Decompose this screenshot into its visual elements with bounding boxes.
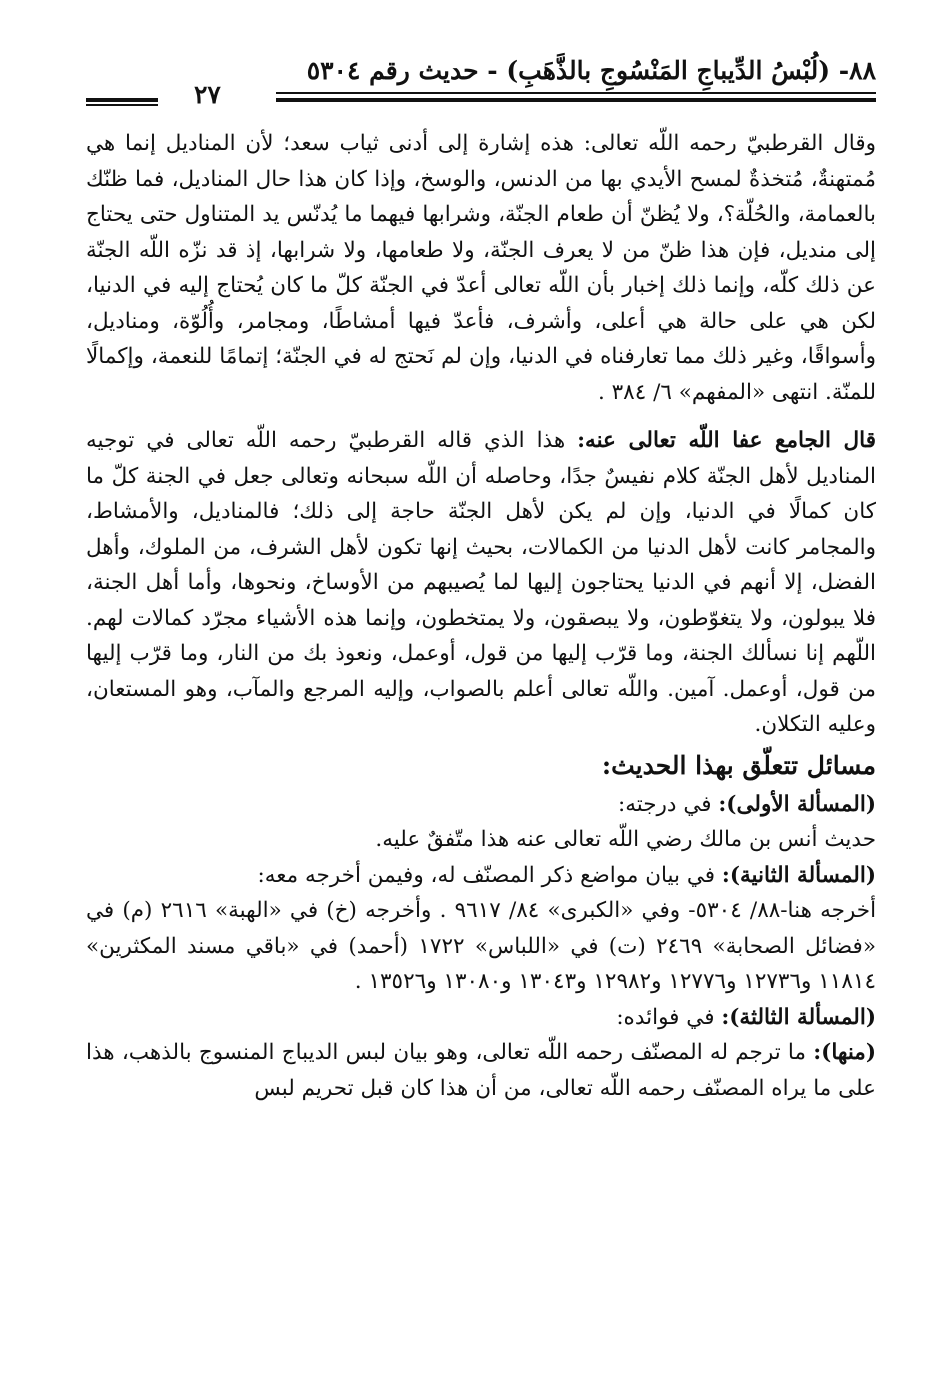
page-header	[86, 52, 876, 112]
issue-third-title: في فوائده:	[616, 1004, 715, 1030]
issue-third-text-paragraph	[86, 1035, 876, 1106]
issue-second-text: أخرجه هنا-٨٨/ ٥٣٠٤- وفي «الكبرى» ٨٤/ ٩٦١٧ . وأخرجه (خ) في «الهبة» ٢٦١٦ (م) في «فضائل الصحابة» ٢٤٦٩ (ت) في «اللباس» ١٧٢٢ (أحمد) في «باقي مسند المكثرين» ١١٨١٤ و١٢٧٣٦ و١٢٧٧٦ و١٢٩٨٢ و١٣٠٤٣ و١٣٠٨٠ و١٣٥٢٦ .	[86, 898, 877, 994]
issue-first-header	[86, 787, 876, 823]
header-rule-top	[276, 92, 876, 94]
issue-second-header	[86, 858, 876, 894]
page-number: ٢٧	[194, 80, 221, 109]
issue-third-header	[86, 1000, 876, 1036]
compiler-lead: قال الجامع عفا اللّه تعالى عنه:	[577, 428, 876, 453]
quote-paragraph: وقال القرطبيّ رحمه اللّه تعالى: هذه إشارة إلى أدنى ثياب سعد؛ لأن المناديل إنما هي مُمتهنةٌ، مُتخذةٌ لمسح الأيدي بها من الدنس، والوسخ، وإذا كان هذا حال المناديل، فما ظنّك بالعمامة، والحُلّة؟، ولا يُظنّ أن طعام الجنّة، وشرابها فيهما ما يُدنّس يد المتناول حتى يحتاج إلى منديل، فإن هذا ظنّ من لا يعرف الجنّة، ولا طعامها، ولا شرابها، إذ قد نزّه اللّه الجنّة عن ذلك كلّه، وإنما ذلك إخبار بأن اللّه تعالى أعدّ في الجنّة كلّ ما كان يُحتاج إليه في الدنيا، لكن هي على حالة هي أعلى، وأشرف، فأعدّ فيها أمشاطًا، ومجامر، وأُلُوّة، ومناديل، وأسواقًا، وغير ذلك مما تعارفناه في الدنيا، وإن لم نَحتج له في الجنّة؛ إتمامًا للنعمة، وإكمالًا للمنّة. انتهى «المفهم» ٦/ ٣٨٤ .	[86, 131, 876, 405]
issue-third-text: ما ترجم له المصنّف رحمه اللّه تعالى، وهو بيان لبس الديباج المنسوج بالذهب، هذا على ما يراه المصنّف رحمه اللّه تعالى، من أن هذا كان قبل تحريم لبس	[86, 1040, 876, 1101]
page-body	[86, 126, 876, 1106]
header-rule-left-thick	[86, 98, 158, 102]
issue-third-label: (المسألة الثالثة):	[721, 1004, 876, 1030]
compiler-comment-text: هذا الذي قاله القرطبيّ رحمه اللّه تعالى في توجيه المناديل لأهل الجنّة كلام نفيسٌ جدًا، وحاصله أن اللّه سبحانه وتعالى جعل في الجنة كلّ ما كان كمالًا في الدنيا، وإن لم يكن لأهل الجنّة حاجة إلى ذلك؛ فالمناديل، والأمشاط، والمجامر كانت لأهل الدنيا من الكمالات، بحيث إنها تكون لأهل الشرف، من الملوك، وأهل الفضل، إلا أنهم في الدنيا يحتاجون إليها لما يُصيبهم من الأوساخ، ونحوها، وأما أهل الجنة، فلا يبولون، ولا يتغوّطون، ولا يبصقون، ولا يمتخطون، وإنما هذه الأشياء مجرّد كمالات لهم. اللّهم إنا نسألك الجنة، وما قرّب إليها من قول، أوعمل، ونعوذ بك من النار، وما قرّب إليها من قول، أوعمل. آمين. واللّه تعالى أعلم بالصواب، وإليه المرجع والمآب، وهو المستعان، وعليه التكلان.	[86, 428, 876, 737]
issue-third-lead: (منها):	[813, 1040, 876, 1065]
header-rule-left-thin	[86, 104, 158, 106]
issue-first-label: (المسألة الأولى):	[718, 791, 876, 817]
issue-second-label: (المسألة الثانية):	[721, 862, 876, 888]
compiler-comment-paragraph	[86, 423, 876, 743]
section-heading: مسائل تتعلّق بهذا الحديث:	[601, 750, 876, 780]
issue-second-title: في بيان مواضع ذكر المصنّف له، وفيمن أخرجه معه:	[257, 862, 716, 888]
header-rule-thick	[276, 98, 876, 102]
issue-first-text: حديث أنس بن مالك رضي اللّه تعالى عنه هذا متّفقٌ عليه.	[375, 827, 876, 852]
issue-first-title: في درجته:	[617, 791, 712, 817]
running-title: ٨٨- (لُبْسُ الدِّيباجِ المَنْسُوجِ بالذَّهَبِ) - حديث رقم ٥٣٠٤	[306, 56, 876, 85]
